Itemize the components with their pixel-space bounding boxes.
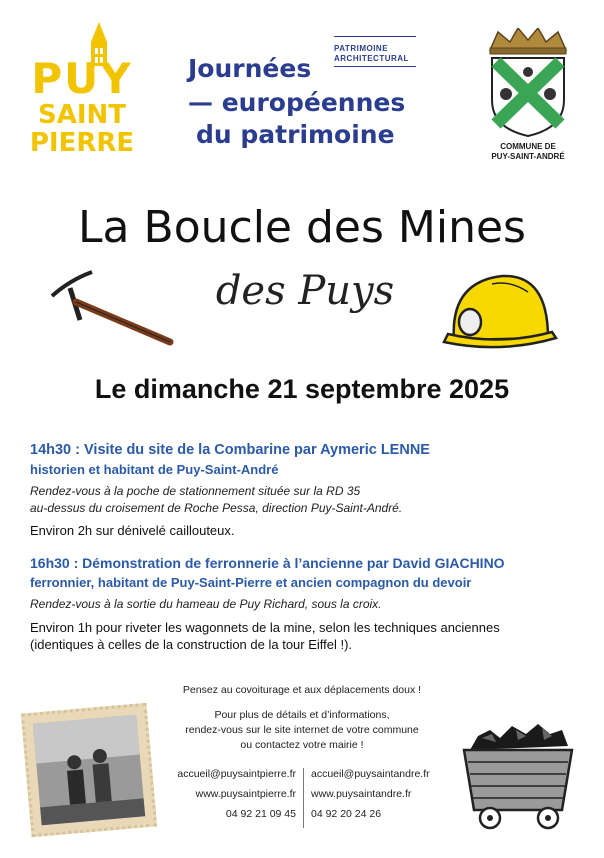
event-2-subtitle: ferronnier, habitant de Puy-Saint-Pierre et ancien compagnon du devoir xyxy=(30,575,472,590)
website-puy-saint-pierre[interactable]: www.puysaintpierre.fr xyxy=(195,787,296,800)
event-2-meeting: Rendez-vous à la sortie du hameau de Puy Richard, sous la croix. xyxy=(30,597,382,611)
logo-word-pierre: PIERRE xyxy=(29,128,135,158)
event-1-details: Environ 2h sur dénivelé caillouteux. xyxy=(30,522,235,538)
mine-cart-icon xyxy=(456,716,580,834)
more-info-line-1: Pour plus de détails et d’informations, xyxy=(214,709,390,721)
carpool-note: Pensez au covoiturage et aux déplacements doux ! xyxy=(182,684,422,696)
jep-tag-2: ARCHITECTURAL xyxy=(334,54,409,63)
puy-saint-pierre-logo xyxy=(22,22,142,162)
jep-tag-1: PATRIMOINE xyxy=(334,44,389,53)
email-puy-saint-pierre[interactable]: accueil@puysaintpierre.fr xyxy=(177,768,296,780)
mining-helmet-icon xyxy=(440,262,560,362)
more-info-line-2: rendez-vous sur le site internet de votre commune xyxy=(185,724,419,737)
event-1-subtitle: historien et habitant de Puy-Saint-André xyxy=(30,462,279,477)
event-2-details xyxy=(30,619,600,654)
puy-saint-andre-crest xyxy=(478,28,578,168)
jep-line-1: Journées xyxy=(188,54,312,83)
more-info xyxy=(146,708,458,754)
jep-rule-top xyxy=(334,36,416,37)
coat-of-arms-icon xyxy=(482,28,574,138)
event-2-details-line-1: Environ 1h pour riveter les wagonnets de la mine, selon les techniques anciennes xyxy=(30,619,500,635)
page-subtitle: des Puys xyxy=(215,268,395,314)
vintage-photo-icon xyxy=(33,715,145,826)
logo-word-saint: SAINT xyxy=(37,100,127,130)
contact-puy-saint-andre xyxy=(311,765,461,825)
jep-line-3: du patrimoine xyxy=(196,120,395,149)
event-1-meeting xyxy=(30,483,590,517)
event-2-details-line-2: (identiques à celles de la construction de la tour Eiffel !). xyxy=(30,637,353,653)
commune-caption-1: COMMUNE DE xyxy=(500,142,556,151)
website-puy-saint-andre[interactable]: www.puysaintandre.fr xyxy=(311,787,412,800)
event-2-title: 16h30 : Démonstration de ferronnerie à l’ancienne par David GIACHINO xyxy=(30,555,505,571)
jep-logo xyxy=(188,36,423,156)
event-1-meeting-line-1: Rendez-vous à la poche de stationnement située sur la RD 35 xyxy=(30,484,361,498)
event-1-title: 14h30 : Visite du site de la Combarine par Aymeric LENNE xyxy=(30,442,430,458)
event-1-meeting-line-2: au-dessus du croisement de Roche Pessa, direction Puy-Saint-André. xyxy=(30,500,403,515)
more-info-line-3: ou contactez votre mairie ! xyxy=(240,739,364,752)
vintage-photo-stamp xyxy=(21,703,157,838)
contact-puy-saint-pierre xyxy=(160,765,296,825)
jep-rule-bottom xyxy=(334,66,416,67)
event-date: Le dimanche 21 septembre 2025 xyxy=(94,374,510,404)
commune-caption-2: PUY-SAINT-ANDRÉ xyxy=(491,152,565,161)
event-2 xyxy=(30,555,600,654)
logo-word-puy: PUY xyxy=(31,54,133,103)
jep-line-2: — européennes xyxy=(188,88,406,117)
event-1 xyxy=(30,442,590,539)
phone-puy-saint-pierre: 04 92 21 09 45 xyxy=(225,807,296,820)
page-title: La Boucle des Mines xyxy=(78,202,526,253)
contact-divider xyxy=(303,768,304,828)
pickaxe-icon xyxy=(46,268,176,348)
email-puy-saint-andre[interactable]: accueil@puysaintandre.fr xyxy=(311,768,430,780)
phone-puy-saint-andre: 04 92 20 24 26 xyxy=(311,807,382,820)
